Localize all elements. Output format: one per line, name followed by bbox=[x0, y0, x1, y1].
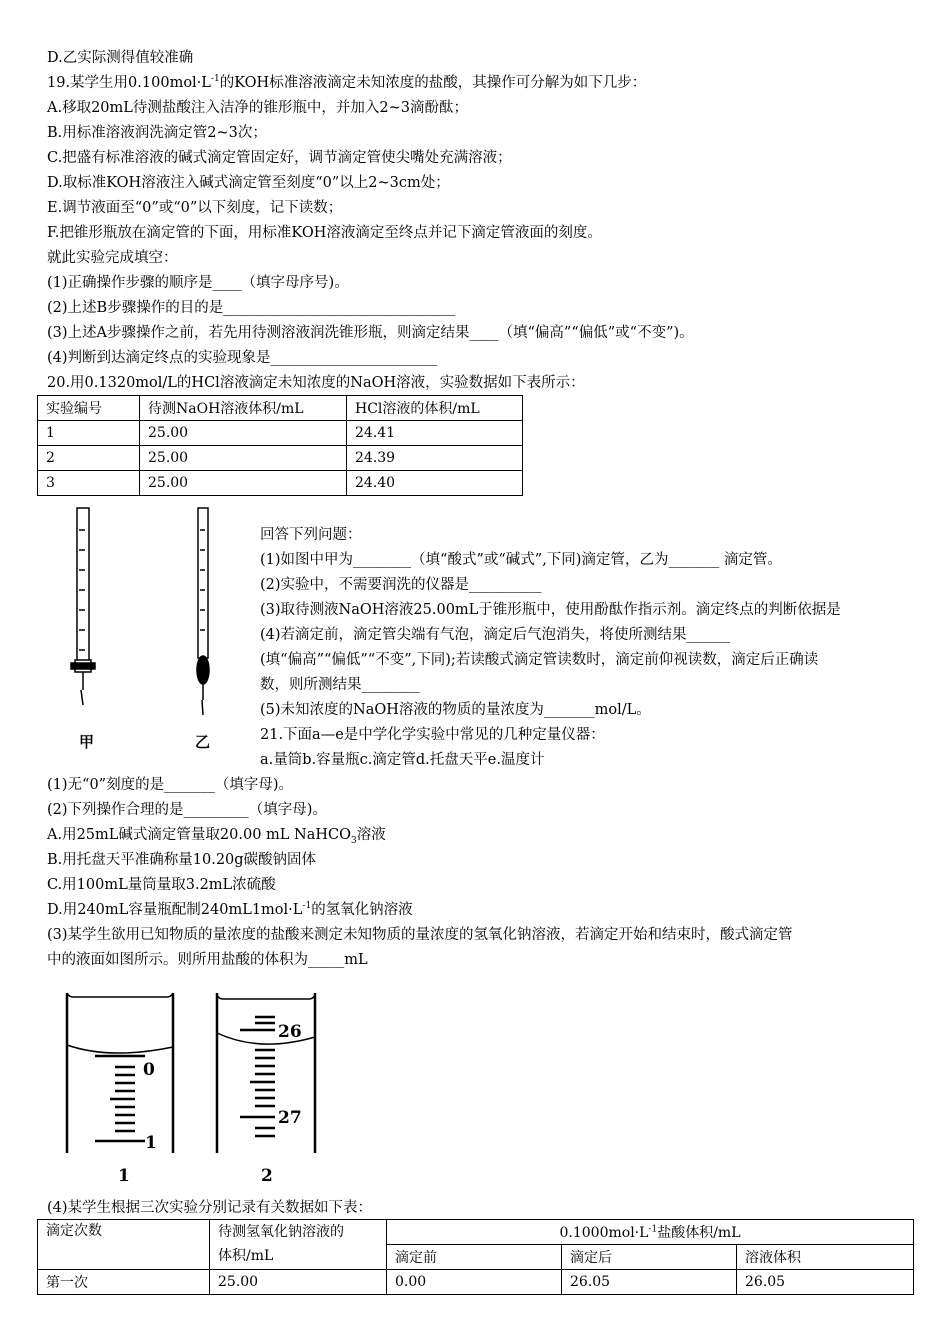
label-jia: 甲 bbox=[79, 733, 95, 751]
table-cell: 25.00 bbox=[210, 1270, 387, 1295]
tick-label-0: 0 bbox=[143, 1060, 155, 1080]
q20-part4: (4)若滴定前，滴定管尖端有气泡，滴定后气泡消失，将使所测结果______ bbox=[260, 627, 731, 643]
figure-label-1: 1 bbox=[118, 1166, 130, 1185]
table-cell: 3 bbox=[38, 471, 140, 496]
q19-part4: (4)判断到达滴定终点的实验现象是_______________________ bbox=[47, 350, 438, 366]
header-cell: 待测NaOH溶液体积/mL bbox=[140, 396, 347, 421]
tick-label-27: 27 bbox=[278, 1108, 302, 1128]
table-row bbox=[38, 1270, 914, 1295]
q19-part3: (3)上述A步骤操作之前，若先用待测溶液润洗锥形瓶，则滴定结果____（填“偏高”“偏低”或“不变”)。 bbox=[47, 325, 694, 341]
q20-part2: (2)实验中，不需要润洗的仪器是__________ bbox=[260, 577, 542, 593]
table-row bbox=[38, 471, 523, 496]
header-cell: 滴定前 bbox=[387, 1245, 562, 1270]
step-e: E.调节液面至“0”或“0”以下刻度，记下读数； bbox=[47, 200, 343, 216]
q21-part1: (1)无“0”刻度的是_______（填字母)。 bbox=[47, 777, 293, 793]
step-c: C.把盛有标准溶液的碱式滴定管固定好，调节滴定管使尖嘴处充满溶液； bbox=[47, 150, 512, 166]
table-header-row bbox=[38, 396, 523, 421]
burette-reading-figure bbox=[55, 985, 335, 1185]
figure-label-2: 2 bbox=[261, 1166, 273, 1185]
step-a: A.移取20mL待测盐酸注入洁净的锥形瓶中，并加入2~3滴酚酞； bbox=[47, 100, 469, 116]
q20-part1: (1)如图中甲为________（填“酸式”或“碱式”,下同)滴定管，乙为_______ 滴定管。 bbox=[260, 552, 782, 568]
header-cell: 实验编号 bbox=[38, 396, 140, 421]
burette-figure bbox=[55, 500, 255, 760]
q19-part2: (2)上述B步骤操作的目的是________________________________ bbox=[47, 300, 456, 316]
q21-part3-cont: 中的液面如图所示。则所用盐酸的体积为_____mL bbox=[47, 952, 368, 968]
q21-part4: (4)某学生根据三次实验分别记录有关数据如下表： bbox=[47, 1200, 373, 1216]
table-cell: 25.00 bbox=[140, 446, 347, 471]
table-cell: 2 bbox=[38, 446, 140, 471]
question-19-title: 19.某学生用$0.100mol\cdot L^{-1}$的KOH标准溶液滴定未知浓度的盐酸，其操作可分解为如下几步： bbox=[47, 74, 647, 91]
tick-label-1: 1 bbox=[145, 1133, 157, 1153]
acid-burette-jia bbox=[71, 508, 95, 705]
table-cell: 1 bbox=[38, 421, 140, 446]
option-a: A.用25mL碱式滴定管量取20.00 mL NaHCO$_3$溶液 bbox=[47, 827, 386, 846]
table-header-row bbox=[38, 1220, 914, 1245]
q20-part4-cont2: 数，则所测结果________ bbox=[260, 677, 420, 693]
header-cell: $0.1000mol\cdot L^{-1}$盐酸体积/mL bbox=[387, 1220, 914, 1245]
question-20-title: 20.用0.1320mol/L的HCl溶液滴定未知浓度的NaOH溶液，实验数据如下表所示： bbox=[47, 375, 585, 391]
table-q21 bbox=[37, 1219, 914, 1295]
tick-label-26: 26 bbox=[278, 1022, 302, 1042]
table-cell: 26.05 bbox=[737, 1270, 914, 1295]
q20-part5: (5)未知浓度的NaOH溶液的物质的量浓度为_______mol/L。 bbox=[260, 702, 651, 718]
header-cell: HCl溶液的体积/mL bbox=[347, 396, 523, 421]
step-f: F.把锥形瓶放在滴定管的下面，用标准KOH溶液滴定至终点并记下滴定管液面的刻度。 bbox=[47, 225, 602, 241]
header-cell: 滴定次数 bbox=[38, 1220, 210, 1270]
q21-part2: (2)下列操作合理的是_________（填字母)。 bbox=[47, 802, 327, 818]
label-yi: 乙 bbox=[195, 733, 211, 751]
header-cell: 溶液体积 bbox=[737, 1245, 914, 1270]
table-q20 bbox=[37, 395, 523, 496]
fill-intro: 就此实验完成填空： bbox=[47, 250, 178, 266]
step-d: D.取标准KOH溶液注入碱式滴定管至刻度“0”以上2~3cm处； bbox=[47, 175, 450, 191]
table-cell: 第一次 bbox=[38, 1270, 210, 1295]
q19-part1: (1)正确操作步骤的顺序是____（填字母序号)。 bbox=[47, 275, 349, 291]
base-burette-yi bbox=[197, 508, 209, 715]
q20-answer-intro: 回答下列问题： bbox=[260, 527, 362, 543]
table-cell: 26.05 bbox=[562, 1270, 737, 1295]
instrument-list: a.量筒b.容量瓶c.滴定管d.托盘天平e.温度计 bbox=[260, 752, 545, 768]
table-row bbox=[38, 421, 523, 446]
table-row bbox=[38, 446, 523, 471]
table-cell: 24.39 bbox=[347, 446, 523, 471]
q21-part3: (3)某学生欲用已知物质的量浓度的盐酸来测定未知物质的量浓度的氢氧化钠溶液，若滴定开始和结束时，酸式滴定管 bbox=[47, 927, 793, 943]
q20-part3: (3)取待测液NaOH溶液25.00mL于锥形瓶中，使用酚酞作指示剂。滴定终点的判断依据是 bbox=[260, 602, 841, 618]
question-21-title: 21.下面a—e是中学化学实验中常见的几种定量仪器： bbox=[260, 727, 605, 743]
table-cell: 24.41 bbox=[347, 421, 523, 446]
line-d-option: D.乙实际测得值较准确 bbox=[47, 50, 194, 66]
table-cell: 25.00 bbox=[140, 471, 347, 496]
table-cell: 0.00 bbox=[387, 1270, 562, 1295]
table-cell: 25.00 bbox=[140, 421, 347, 446]
table-cell: 24.40 bbox=[347, 471, 523, 496]
step-b: B.用标准溶液润洗滴定管2~3次； bbox=[47, 125, 267, 141]
option-b: B.用托盘天平准确称量10.20g碳酸钠固体 bbox=[47, 852, 317, 868]
header-cell: 滴定后 bbox=[562, 1245, 737, 1270]
q20-part4-cont: (填“偏高”“偏低”“不变”,下同);若读酸式滴定管读数时，滴定前仰视读数，滴定后正确读 bbox=[260, 652, 819, 668]
header-cell: 待测氢氧化钠溶液的 体积/mL bbox=[210, 1220, 387, 1270]
option-c: C.用100mL量筒量取3.2mL浓硫酸 bbox=[47, 877, 276, 893]
option-d: D.用240mL容量瓶配制$240mL1mol\cdot L^{-1}$的氢氧化钠溶液 bbox=[47, 901, 413, 918]
